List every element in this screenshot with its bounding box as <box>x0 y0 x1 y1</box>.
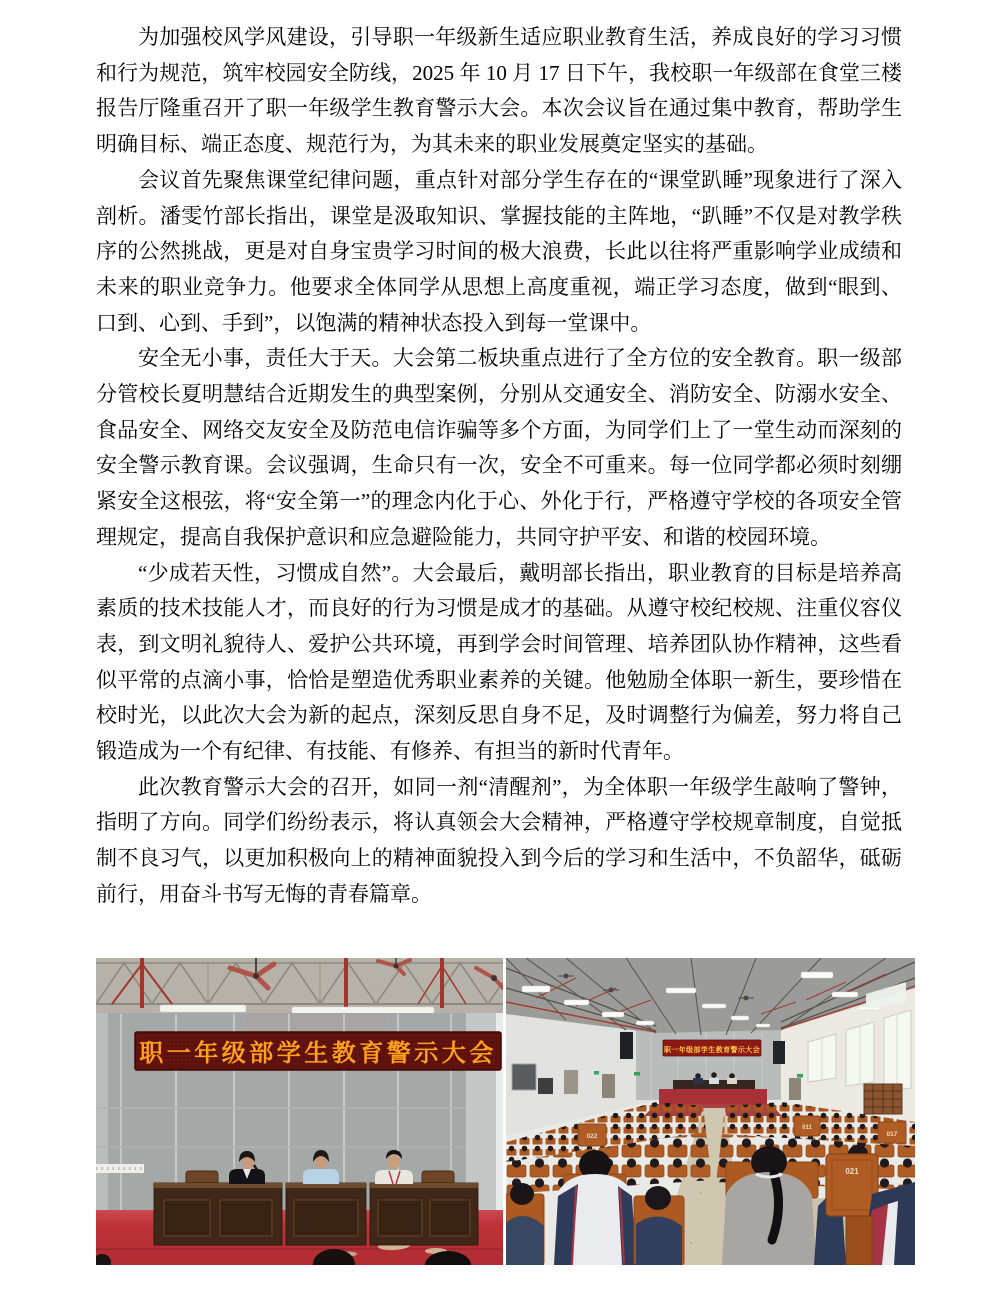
paragraph-3: 安全无小事，责任大于天。大会第二板块重点进行了全方位的安全教育。职一级部分管校长夏明慧结合近期发生的典型案例，分别从交通安全、消防安全、防溺水安全、食品安全、网络交友安全及防范电信诈骗等多个方面，为同学们上了一堂生动而深刻的安全警示教育课。会议强调，生命只有一次，安全不可重来。每一位同学都必须时刻绷紧安全这根弦，将“安全第一”的理念内化于心、外化于行，严格遵守学校的各项安全管理规定，提高自我保护意识和应急避险能力，共同守护平安、和谐的校园环境。 <box>96 346 902 549</box>
chair-021 <box>826 1145 878 1216</box>
seat-number: 021 <box>845 1167 859 1176</box>
exit-sign <box>634 1072 640 1076</box>
paragraph-2: 会议首先聚焦课堂纪律问题，重点针对部分学生存在的“课堂趴睡”现象进行了深入剖析。潘雯竹部长指出，课堂是汲取知识、掌握技能的主阵地，“趴睡”不仅是对教学秩序的公然挑战，更是对自身宝贵学习时间的极大浪费，长此以往将严重影响学业成绩和未来的职业竞争力。他要求全体同学从思想上高度重视，端正学习态度，做到“眼到、口到、心到、手到”，以饱满的精神状态投入到每一堂课中。 <box>96 167 902 335</box>
stage-banner <box>663 1040 761 1056</box>
article-body <box>96 20 902 913</box>
paragraph-1: 为加强校风学风建设，引导职一年级新生适应职业教育生活，养成良好的学习习惯和行为规范，筑牢校园安全防线，2025 年 10 月 17 日下午，我校职一年级部在食堂三楼报告厅隆重召开了职一年级学生教育警示大会。本次会议旨在通过集中教育，帮助学生明确目标、端正态度、规范行为，为其未来的职业发展奠定坚实的基础。 <box>96 25 902 157</box>
paragraph-5: 此次教育警示大会的召开，如同一剂“清醒剂”，为全体职一年级学生敲响了警钟，指明了方向。同学们纷纷表示，将认真领会大会精神，严格遵守学校规章制度，自觉抵制不良习气，以更加积极向上的精神面貌投入到今后的学习和生活中，不负韶华，砥砺前行，用奋斗书写无悔的青春篇章。 <box>96 774 902 906</box>
seat-number: 011 <box>802 1125 812 1131</box>
led-banner <box>135 1032 501 1070</box>
photo-audience <box>506 958 915 1265</box>
paragraph-4: “少成若天性，习惯成自然”。大会最后，戴明部长指出，职业教育的目标是培养高素质的技术技能人才，而良好的行为习惯是成才的基础。从遵守校纪校规、注重仪容仪表，到文明礼貌待人、爱护公共环境，再到学会时间管理、培养团队协作精神，这些看似平常的点滴小事，恰恰是塑造优秀职业素养的关键。他勉励全体职一新生，要珍惜在校时光，以此次大会为新的起点，深刻反思自身不足，及时调整行为偏差，努力将自己锻造成为一个有纪律、有技能、有修养、有担当的新时代青年。 <box>96 560 902 764</box>
wall-rail <box>96 1164 144 1173</box>
photo-audience-illustration <box>506 958 915 1265</box>
light-bar <box>292 1007 434 1014</box>
light-bar <box>160 1005 246 1012</box>
speaker-box <box>620 1032 633 1059</box>
photo-stage-illustration <box>96 958 503 1265</box>
seat-number: 022 <box>586 1133 598 1140</box>
stage-banner-text: 职一年级部学生教育警示大会 <box>663 1046 761 1054</box>
photo-stage <box>96 958 503 1265</box>
exit-sign <box>594 1071 599 1075</box>
speaker-box <box>773 1041 785 1064</box>
led-banner-text: 职一年级部学生教育警示大会 <box>139 1040 497 1067</box>
exit-sign <box>797 1074 803 1078</box>
ceiling-truss <box>96 958 503 1016</box>
seat-number: 017 <box>886 1131 898 1138</box>
chair-rack <box>864 1084 902 1114</box>
